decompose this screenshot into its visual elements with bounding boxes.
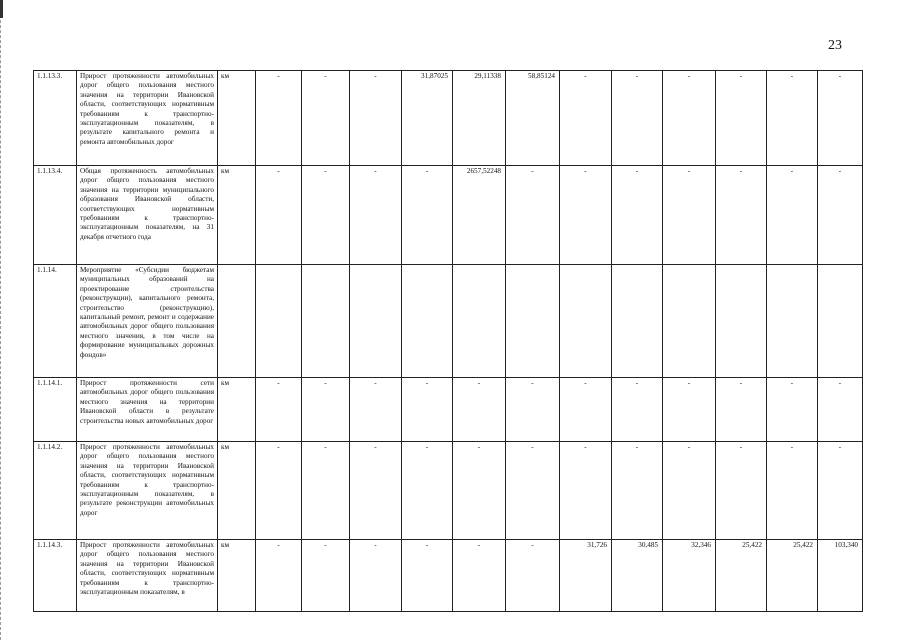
- value-cell: -: [506, 378, 560, 442]
- table-row: [34, 265, 863, 378]
- value-cell: -: [716, 378, 767, 442]
- value-cell: -: [663, 442, 716, 540]
- value-cell: -: [350, 166, 402, 265]
- table-row: [34, 442, 863, 540]
- table-row: [34, 540, 863, 612]
- value-cell: -: [767, 166, 818, 265]
- value-cell: [560, 265, 612, 378]
- page-left-margin: [0, 0, 5, 640]
- row-number: 1.1.14.2.: [34, 442, 77, 540]
- value-cell: -: [256, 442, 302, 540]
- value-cell: -: [560, 442, 612, 540]
- value-cell: 58,85124: [506, 71, 560, 166]
- value-cell: -: [612, 166, 663, 265]
- value-cell: 2657,52248: [453, 166, 506, 265]
- row-unit: км: [218, 540, 256, 612]
- value-cell: 31,726: [560, 540, 612, 612]
- value-cell: -: [612, 378, 663, 442]
- value-cell: -: [302, 166, 350, 265]
- value-cell: -: [818, 166, 863, 265]
- value-cell: -: [402, 166, 453, 265]
- row-number: 1.1.14.: [34, 265, 77, 378]
- value-cell: -: [256, 71, 302, 166]
- scan-mark: [0, 0, 3, 18]
- value-cell: [256, 265, 302, 378]
- row-number: 1.1.13.3.: [34, 71, 77, 166]
- value-cell: -: [506, 166, 560, 265]
- value-cell: [612, 265, 663, 378]
- row-description: Мероприятие «Субсидии бюджетам муниципальных образований на проектирование строительства (реконструкции), капитального ремонта, строительство (реконструкцию), капитальный ремонт, ремонт и содержание автомобильных дорог общего пользования местного значения, в том числе на формирование муниципальных дорожных фондов»: [77, 265, 218, 378]
- value-cell: -: [256, 166, 302, 265]
- value-cell: -: [663, 378, 716, 442]
- value-cell: -: [716, 442, 767, 540]
- value-cell: -: [663, 71, 716, 166]
- value-cell: -: [302, 71, 350, 166]
- value-cell: 25,422: [767, 540, 818, 612]
- value-cell: -: [453, 540, 506, 612]
- value-cell: -: [716, 71, 767, 166]
- row-unit: км: [218, 166, 256, 265]
- value-cell: 103,340: [818, 540, 863, 612]
- row-number: 1.1.14.1.: [34, 378, 77, 442]
- value-cell: -: [560, 71, 612, 166]
- value-cell: -: [302, 378, 350, 442]
- value-cell: 32,346: [663, 540, 716, 612]
- value-cell: -: [818, 71, 863, 166]
- value-cell: -: [453, 378, 506, 442]
- value-cell: [663, 265, 716, 378]
- value-cell: [453, 265, 506, 378]
- row-description: Прирост протяженности автомобильных дорог общего пользования местного значения на территории Ивановской области, соответствующих нормативным требованиям к транспортно-эксплуатационным показателям, в результате реконструкции автомобильных дорог: [77, 442, 218, 540]
- row-number: 1.1.14.3.: [34, 540, 77, 612]
- page-number: 23: [828, 38, 842, 53]
- value-cell: [818, 265, 863, 378]
- value-cell: -: [818, 378, 863, 442]
- value-cell: -: [256, 540, 302, 612]
- value-cell: [402, 265, 453, 378]
- value-cell: -: [350, 442, 402, 540]
- value-cell: -: [767, 71, 818, 166]
- value-cell: -: [256, 378, 302, 442]
- row-unit: км: [218, 71, 256, 166]
- value-cell: -: [506, 540, 560, 612]
- indicators-table: [33, 70, 863, 612]
- row-unit: км: [218, 378, 256, 442]
- value-cell: 29,11338: [453, 71, 506, 166]
- row-unit: [218, 265, 256, 378]
- value-cell: -: [350, 71, 402, 166]
- table-row: [34, 166, 863, 265]
- row-description: Общая протяженность автомобильных дорог общего пользования местного значения на территории муниципального образования Ивановской области, соответствующих нормативным требованиям к транспортно-эксплуатационным показателям, на 31 декабря отчетного года: [77, 166, 218, 265]
- table-row: [34, 71, 863, 166]
- value-cell: -: [302, 540, 350, 612]
- value-cell: -: [767, 378, 818, 442]
- row-unit: км: [218, 442, 256, 540]
- value-cell: 30,485: [612, 540, 663, 612]
- value-cell: -: [612, 442, 663, 540]
- row-description: Прирост протяженности сети автомобильных дорог общего пользования местного значения на территории Ивановской области в результате строительства новых автомобильных дорог: [77, 378, 218, 442]
- value-cell: -: [453, 442, 506, 540]
- row-number: 1.1.13.4.: [34, 166, 77, 265]
- value-cell: -: [612, 71, 663, 166]
- row-description: Прирост протяженности автомобильных дорог общего пользования местного значения на территории Ивановской области, соответствующих нормативным требованиям к транспортно-эксплуатационным показателям, в: [77, 540, 218, 612]
- value-cell: -: [560, 378, 612, 442]
- value-cell: -: [350, 378, 402, 442]
- table-row: [34, 378, 863, 442]
- value-cell: -: [302, 442, 350, 540]
- value-cell: -: [402, 378, 453, 442]
- value-cell: 31,87025: [402, 71, 453, 166]
- value-cell: [767, 265, 818, 378]
- value-cell: 25,422: [716, 540, 767, 612]
- value-cell: [302, 265, 350, 378]
- value-cell: -: [402, 442, 453, 540]
- value-cell: -: [350, 540, 402, 612]
- value-cell: -: [560, 166, 612, 265]
- value-cell: -: [716, 166, 767, 265]
- value-cell: -: [818, 442, 863, 540]
- value-cell: [716, 265, 767, 378]
- value-cell: [350, 265, 402, 378]
- row-description: Прирост протяженности автомобильных дорог общего пользования местного значения на территории Ивановской области, соответствующих нормативным требованиям к транспортно-эксплуатационным показателям, в результате капитального ремонта и ремонта автомобильных дорог: [77, 71, 218, 166]
- value-cell: -: [767, 442, 818, 540]
- value-cell: -: [506, 442, 560, 540]
- value-cell: -: [663, 166, 716, 265]
- value-cell: -: [402, 540, 453, 612]
- value-cell: [506, 265, 560, 378]
